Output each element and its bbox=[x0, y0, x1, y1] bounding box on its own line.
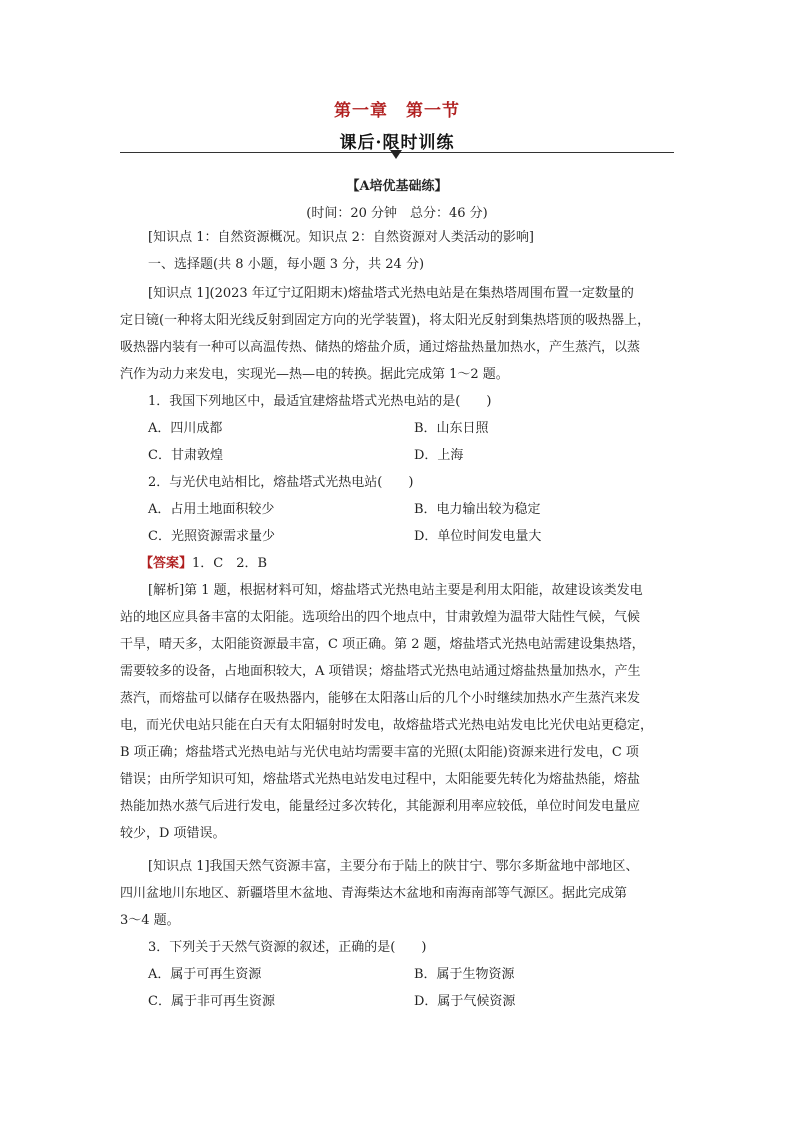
option-d: D．上海 bbox=[414, 448, 464, 463]
passage-line: [知识点 1]我国天然气资源丰富，主要分布于陆上的陕甘宁、鄂尔多斯盆地中部地区、 bbox=[148, 859, 639, 874]
passage-line: 汽作为动力来发电，实现光—热—电的转换。据此完成第 1～2 题。 bbox=[120, 367, 509, 382]
analysis-line: 错误；由所学知识可知，熔盐塔式光热电站发电过程中，太阳能要先转化为熔盐热能，熔盐 bbox=[120, 772, 641, 787]
question-stem: 1．我国下列地区中，最适宜建熔盐塔式光热电站的是( ) bbox=[148, 394, 492, 409]
option-c: C．甘肃敦煌 bbox=[148, 448, 223, 463]
analysis-line: 蒸汽，而熔盐可以储存在吸热器内，能够在太阳落山后的几个小时继续加热水产生蒸汽来发 bbox=[120, 691, 641, 706]
option-a: A．占用土地面积较少 bbox=[148, 502, 275, 517]
passage-line: [知识点 1](2023 年辽宁辽阳期末)熔盐塔式光热电站是在集热塔周围布置一定数量的 bbox=[148, 286, 634, 301]
passage-line: 四川盆地川东地区、新疆塔里木盆地、青海柴达木盆地和南海南部等气源区。据此完成第 bbox=[120, 886, 628, 901]
analysis-line: B 项正确；熔盐塔式光热电站与光伏电站均需要丰富的光照(太阳能)资源来进行发电，C 项 bbox=[120, 745, 639, 760]
passage-line: 吸热器内装有一种可以高温传热、储热的熔盐介质，通过熔盐热量加热水，产生蒸汽，以蒸 bbox=[120, 340, 641, 355]
answer-line bbox=[0, 550, 794, 577]
analysis-line: 站的地区应具备丰富的太阳能。选项给出的四个地点中，甘肃敦煌为温带大陆性气候，气候 bbox=[120, 610, 641, 625]
option-d: D．单位时间发电量大 bbox=[414, 529, 542, 544]
passage-line: 3～4 题。 bbox=[120, 913, 180, 928]
option-b: B．山东日照 bbox=[414, 421, 489, 436]
analysis-line: 需要较多的设备，占地面积较大，A 项错误；熔盐塔式光热电站通过熔盐热量加热水，产生 bbox=[120, 664, 641, 679]
analysis-line: 热能加热水蒸气后进行发电，能量经过多次转化，其能源利用率应较低，单位时间发电量应 bbox=[120, 799, 641, 814]
question-stem: 3．下列关于天然气资源的叙述，正确的是( ) bbox=[148, 940, 427, 955]
chapter-title: 第一章 第一节 bbox=[334, 101, 460, 121]
time-and-score: (时间：20 分钟 总分：46 分) bbox=[306, 206, 488, 221]
analysis-line: 电，而光伏电站只能在白天有太阳辐射时发电，故熔盐塔式光热电站发电比光伏电站更稳定， bbox=[120, 718, 654, 733]
section-title: 课后·限时训练 bbox=[339, 133, 455, 153]
option-c: C．光照资源需求量少 bbox=[148, 529, 275, 544]
option-b: B．属于生物资源 bbox=[414, 967, 515, 982]
analysis-line: 较少，D 项错误。 bbox=[120, 826, 226, 841]
block-title: 【A培优基础练】 bbox=[346, 179, 448, 194]
passage-line: 定日镜(一种将太阳光线反射到固定方向的光学装置)，将太阳光反射到集热塔顶的吸热器上， bbox=[120, 313, 651, 328]
option-b: B．电力输出较为稳定 bbox=[414, 502, 541, 517]
knowledge-points: [知识点 1：自然资源概况。知识点 2：自然资源对人类活动的影响] bbox=[148, 230, 534, 245]
analysis-line: 干旱，晴天多，太阳能资源最丰富，C 项正确。第 2 题，熔盐塔式光热电站需建设集热塔， bbox=[120, 637, 645, 652]
option-a: A．四川成都 bbox=[148, 421, 223, 436]
option-d: D．属于气候资源 bbox=[414, 994, 516, 1009]
analysis-line: [解析]第 1 题，根据材料可知，熔盐塔式光热电站主要是利用太阳能，故建设该类发电 bbox=[148, 583, 643, 598]
option-a: A．属于可再生资源 bbox=[148, 967, 262, 982]
answer-label: 【答案】 bbox=[140, 556, 193, 571]
triangle-marker-icon bbox=[390, 150, 402, 159]
answer-text: 1．C 2．B bbox=[192, 556, 268, 571]
question-stem: 2．与光伏电站相比，熔盐塔式光热电站( ) bbox=[148, 475, 414, 490]
section-heading: 一、选择题(共 8 小题，每小题 3 分，共 24 分) bbox=[148, 257, 425, 272]
option-c: C．属于非可再生资源 bbox=[148, 994, 275, 1009]
